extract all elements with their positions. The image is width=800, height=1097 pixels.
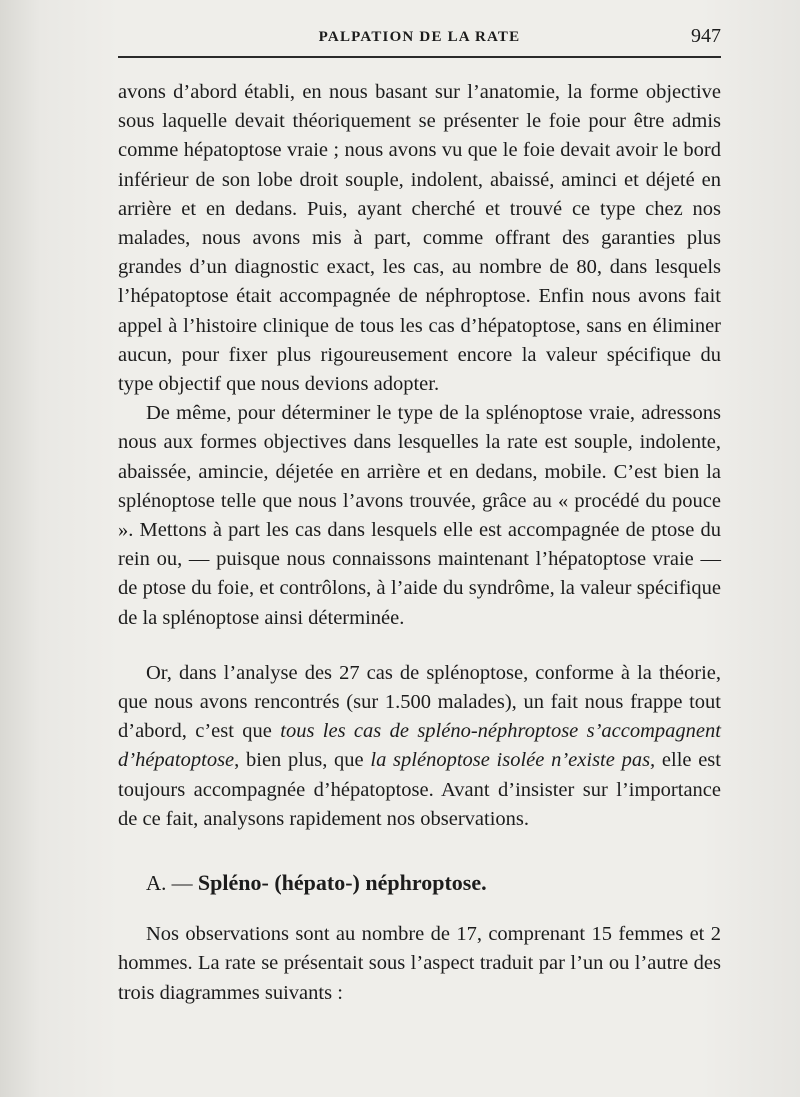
page-number: 947 xyxy=(691,25,721,47)
section-label: A. — xyxy=(146,871,193,896)
section-heading xyxy=(146,868,721,898)
paragraph-3-italic-b: la splénoptose isolée n’existe pas, xyxy=(370,749,656,772)
paragraph-2: De même, pour déterminer le type de la splénoptose vraie, adressons nous aux formes objectives dans lesquelles la rate est souple, indolente, abaissée, amincie, déjetée en arrière et en dedans, mobile. C’est bien la splénoptose telle que nous l’avons trouvée, grâce au « procédé du pouce ». Mettons à part les cas dans lesquels elle est accompagnée de ptose du rein ou, — puisque nous connaissons maintenant l’hépatoptose vraie — de ptose du foie, et contrôlons, à l’aide du syndrôme, la valeur spécifique de la splénoptose ainsi déterminée. xyxy=(118,402,721,629)
header-rule xyxy=(118,56,721,58)
paragraph-3-text-a: Or, dans l’analyse des 27 cas de splénoptose, conforme à la théorie, que nous avons rencontrés (sur 1.500 malades), un fait nous frappe tout d’abord, c’est que xyxy=(118,661,721,743)
paragraph-1: avons d’abord établi, en nous basant sur l’anatomie, la forme objective sous laquelle devait théoriquement se présenter le foie pour être admis comme hépatoptose vraie ; nous avons vu que le foie devait avoir le bord inférieur de son lobe droit souple, indolent, abaissé, aminci et déjeté en arrière et en dedans. Puis, ayant cherché et trouvé ce type chez nos malades, nous avons mis à part, comme offrant des garanties plus grandes d’un diagnostic exact, les cas, au nombre de 80, dans lesquels l’hépatoptose était accompagnée de néphroptose. Enfin nous avons fait appel à l’histoire clinique de tous les cas d’hépatoptose, sans en éliminer aucun, pour fixer plus rigoureusement encore la valeur spécifique du type objectif que nous devions adopter. xyxy=(118,81,721,396)
paragraph-gap xyxy=(118,633,721,659)
paragraph-3-italic-a: tous les cas de spléno-néphroptose s’accompagnent d’hépatoptose xyxy=(118,720,721,772)
body-text xyxy=(118,78,721,1008)
page-header xyxy=(118,25,721,53)
section-title: Spléno- (hépato-) néphroptose. xyxy=(197,870,487,896)
paragraph-3-text-b: , bien plus, que xyxy=(234,749,371,772)
paragraph-3 xyxy=(118,659,721,834)
running-title: PALPATION DE LA RATE xyxy=(318,29,521,45)
paragraph-3-text-c: elle est toujours accompagnée d’hépatoptose. Avant d’insister sur l’importance de ce fait, analysons rapidement nos observations. xyxy=(118,749,721,830)
paragraph-4: Nos observations sont au nombre de 17, comprenant 15 femmes et 2 hommes. La rate se présentait sous l’aspect traduit par l’un ou l’autre des trois diagrammes suivants : xyxy=(118,923,721,1004)
